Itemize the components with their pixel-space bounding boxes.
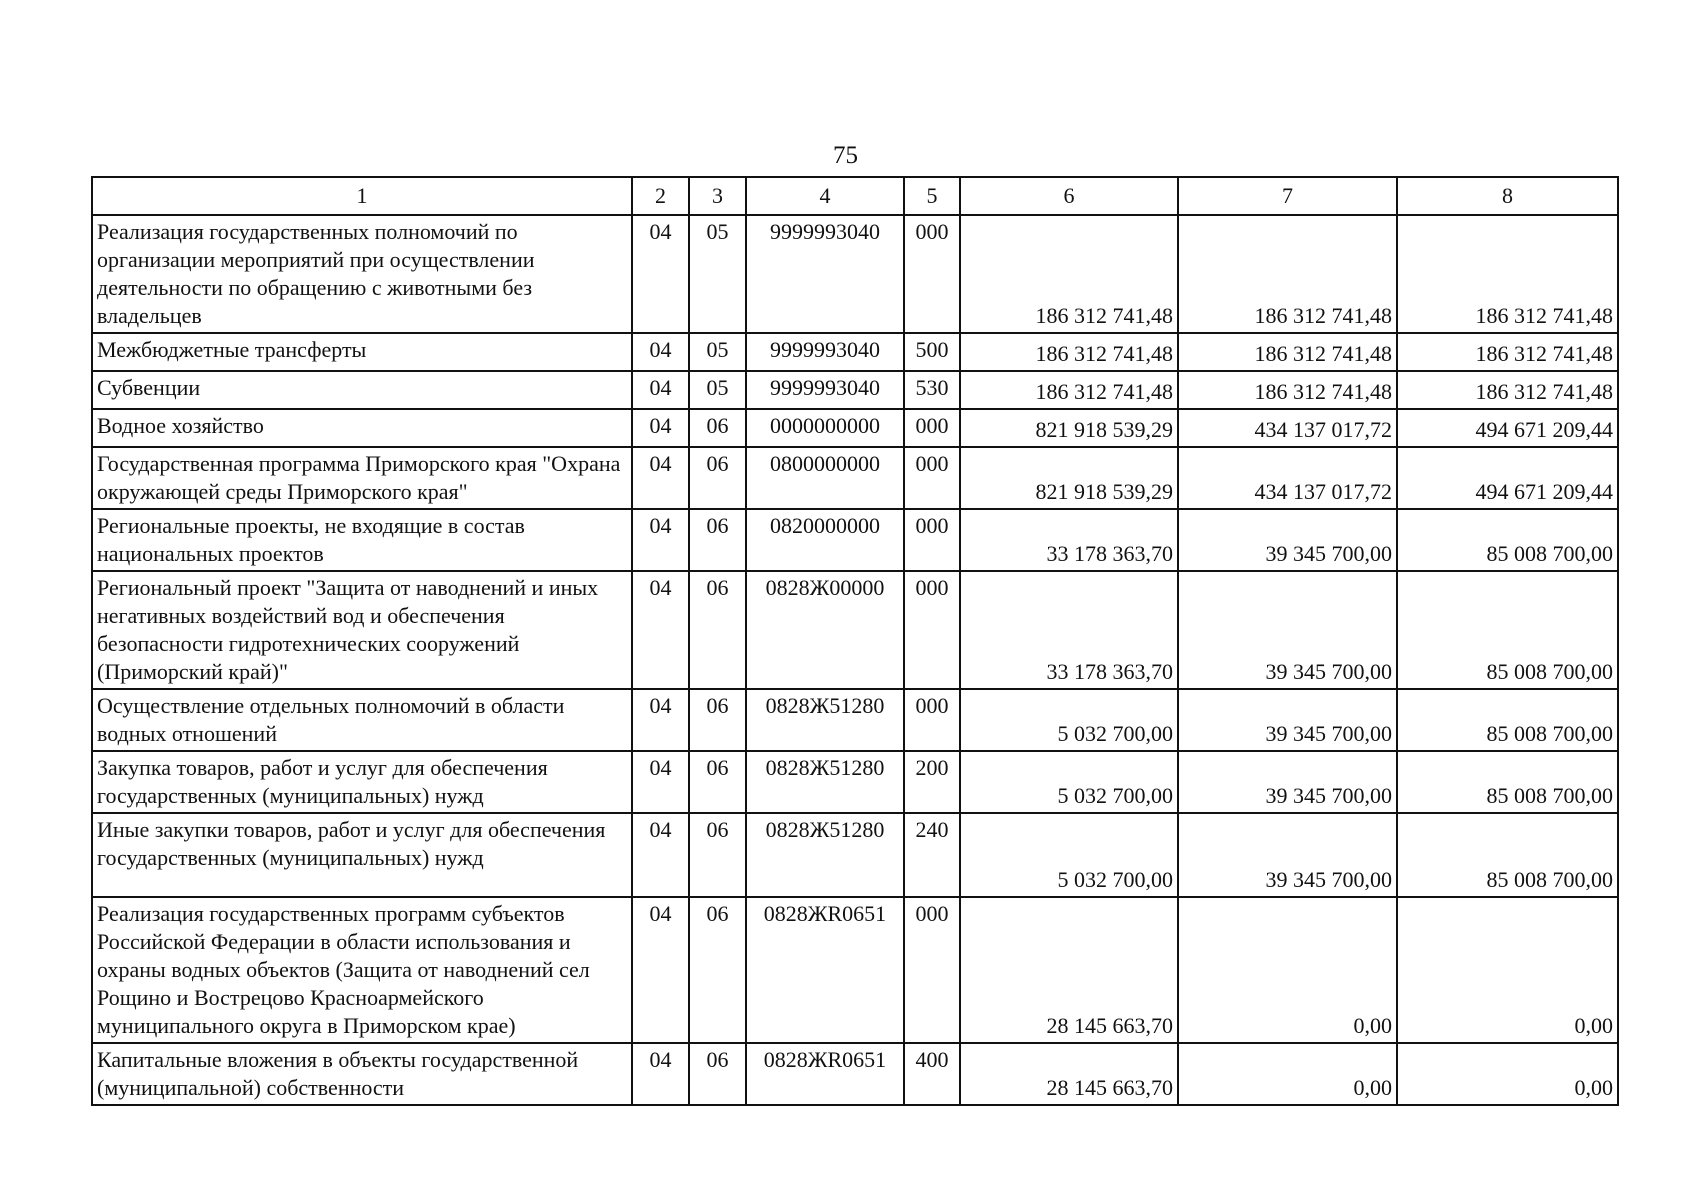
subsection-code-cell: 05: [689, 371, 746, 409]
amount-col6-cell: 5 032 700,00: [960, 751, 1178, 813]
amount-col8-cell: 0,00: [1397, 897, 1618, 1043]
subsection-code-cell: 06: [689, 409, 746, 447]
section-code-cell: 04: [632, 333, 689, 371]
amount-col6-cell: 821 918 539,29: [960, 447, 1178, 509]
target-article-cell: 9999993040: [746, 333, 904, 371]
row-name-cell: Водное хозяйство: [92, 409, 632, 447]
table-row: [92, 571, 1618, 689]
expense-type-cell: 000: [904, 571, 960, 689]
amount-col7-cell: 39 345 700,00: [1178, 751, 1397, 813]
row-name-cell: Осуществление отдельных полномочий в области водных отношений: [92, 689, 632, 751]
amount-col6-cell: 186 312 741,48: [960, 371, 1178, 409]
table-row: [92, 409, 1618, 447]
budget-table: [91, 176, 1619, 1106]
subsection-code-cell: 06: [689, 751, 746, 813]
amount-col8-cell: 494 671 209,44: [1397, 447, 1618, 509]
row-name-cell: Реализация государственных программ субъектов Российской Федерации в области использования и охраны водных объектов (Защита от наводнений сел Рощино и Вострецово Красноармейского муниципального округа в Приморском крае): [92, 897, 632, 1043]
amount-col6-cell: 5 032 700,00: [960, 813, 1178, 897]
amount-col8-cell: 85 008 700,00: [1397, 509, 1618, 571]
header-cell: 6: [960, 177, 1178, 215]
expense-type-cell: 000: [904, 409, 960, 447]
section-code-cell: 04: [632, 1043, 689, 1105]
table-row: [92, 689, 1618, 751]
section-code-cell: 04: [632, 897, 689, 1043]
section-code-cell: 04: [632, 409, 689, 447]
expense-type-cell: 000: [904, 509, 960, 571]
amount-col7-cell: 434 137 017,72: [1178, 409, 1397, 447]
amount-col8-cell: 186 312 741,48: [1397, 333, 1618, 371]
target-article-cell: 0828Ж51280: [746, 751, 904, 813]
amount-col6-cell: 33 178 363,70: [960, 571, 1178, 689]
target-article-cell: 0828Ж00000: [746, 571, 904, 689]
header-cell: 4: [746, 177, 904, 215]
row-name-cell: Капитальные вложения в объекты государственной (муниципальной) собственности: [92, 1043, 632, 1105]
section-code-cell: 04: [632, 215, 689, 333]
section-code-cell: 04: [632, 571, 689, 689]
row-name-cell: Закупка товаров, работ и услуг для обеспечения государственных (муниципальных) нужд: [92, 751, 632, 813]
header-cell: 7: [1178, 177, 1397, 215]
expense-type-cell: 500: [904, 333, 960, 371]
amount-col7-cell: 39 345 700,00: [1178, 813, 1397, 897]
table-row: [92, 1043, 1618, 1105]
target-article-cell: 0000000000: [746, 409, 904, 447]
table-row: [92, 333, 1618, 371]
amount-col6-cell: 186 312 741,48: [960, 333, 1178, 371]
subsection-code-cell: 06: [689, 571, 746, 689]
amount-col7-cell: 39 345 700,00: [1178, 509, 1397, 571]
target-article-cell: 0828Ж51280: [746, 689, 904, 751]
target-article-cell: 9999993040: [746, 371, 904, 409]
row-name-cell: Реализация государственных полномочий по организации мероприятий при осуществлении деятельности по обращению с животными без владельцев: [92, 215, 632, 333]
subsection-code-cell: 06: [689, 447, 746, 509]
amount-col6-cell: 821 918 539,29: [960, 409, 1178, 447]
subsection-code-cell: 05: [689, 333, 746, 371]
subsection-code-cell: 06: [689, 689, 746, 751]
amount-col7-cell: 186 312 741,48: [1178, 333, 1397, 371]
subsection-code-cell: 05: [689, 215, 746, 333]
row-name-cell: Региональные проекты, не входящие в состав национальных проектов: [92, 509, 632, 571]
row-name-cell: Субвенции: [92, 371, 632, 409]
amount-col8-cell: 186 312 741,48: [1397, 215, 1618, 333]
amount-col8-cell: 0,00: [1397, 1043, 1618, 1105]
amount-col7-cell: 0,00: [1178, 897, 1397, 1043]
amount-col6-cell: 28 145 663,70: [960, 897, 1178, 1043]
section-code-cell: 04: [632, 447, 689, 509]
page-number: 75: [833, 142, 858, 169]
target-article-cell: 0828ЖR0651: [746, 897, 904, 1043]
expense-type-cell: 200: [904, 751, 960, 813]
amount-col6-cell: 186 312 741,48: [960, 215, 1178, 333]
header-cell: 2: [632, 177, 689, 215]
amount-col7-cell: 434 137 017,72: [1178, 447, 1397, 509]
section-code-cell: 04: [632, 371, 689, 409]
header-cell: 5: [904, 177, 960, 215]
row-name-cell: Государственная программа Приморского края "Охрана окружающей среды Приморского края": [92, 447, 632, 509]
expense-type-cell: 000: [904, 897, 960, 1043]
amount-col6-cell: 28 145 663,70: [960, 1043, 1178, 1105]
subsection-code-cell: 06: [689, 509, 746, 571]
subsection-code-cell: 06: [689, 1043, 746, 1105]
expense-type-cell: 000: [904, 689, 960, 751]
amount-col8-cell: 85 008 700,00: [1397, 813, 1618, 897]
expense-type-cell: 400: [904, 1043, 960, 1105]
subsection-code-cell: 06: [689, 813, 746, 897]
target-article-cell: 9999993040: [746, 215, 904, 333]
table-row: [92, 215, 1618, 333]
section-code-cell: 04: [632, 813, 689, 897]
row-name-cell: Межбюджетные трансферты: [92, 333, 632, 371]
amount-col8-cell: 85 008 700,00: [1397, 751, 1618, 813]
target-article-cell: 0820000000: [746, 509, 904, 571]
header-cell: 8: [1397, 177, 1618, 215]
amount-col7-cell: 0,00: [1178, 1043, 1397, 1105]
expense-type-cell: 000: [904, 447, 960, 509]
table-row: [92, 447, 1618, 509]
amount-col6-cell: 5 032 700,00: [960, 689, 1178, 751]
expense-type-cell: 000: [904, 215, 960, 333]
target-article-cell: 0828Ж51280: [746, 813, 904, 897]
subsection-code-cell: 06: [689, 897, 746, 1043]
amount-col8-cell: 85 008 700,00: [1397, 689, 1618, 751]
header-cell: 3: [689, 177, 746, 215]
expense-type-cell: 240: [904, 813, 960, 897]
target-article-cell: 0800000000: [746, 447, 904, 509]
amount-col7-cell: 186 312 741,48: [1178, 371, 1397, 409]
table-row: [92, 509, 1618, 571]
table-row: [92, 813, 1618, 897]
expense-type-cell: 530: [904, 371, 960, 409]
table-row: [92, 751, 1618, 813]
row-name-cell: Региональный проект "Защита от наводнений и иных негативных воздействий вод и обеспечения безопасности гидротехнических сооружений (Приморский край)": [92, 571, 632, 689]
amount-col7-cell: 186 312 741,48: [1178, 215, 1397, 333]
amount-col8-cell: 186 312 741,48: [1397, 371, 1618, 409]
amount-col7-cell: 39 345 700,00: [1178, 571, 1397, 689]
amount-col8-cell: 85 008 700,00: [1397, 571, 1618, 689]
amount-col6-cell: 33 178 363,70: [960, 509, 1178, 571]
table-row: [92, 897, 1618, 1043]
section-code-cell: 04: [632, 509, 689, 571]
section-code-cell: 04: [632, 751, 689, 813]
table-row: [92, 371, 1618, 409]
target-article-cell: 0828ЖR0651: [746, 1043, 904, 1105]
amount-col8-cell: 494 671 209,44: [1397, 409, 1618, 447]
table-header-row: [92, 177, 1618, 215]
section-code-cell: 04: [632, 689, 689, 751]
amount-col7-cell: 39 345 700,00: [1178, 689, 1397, 751]
row-name-cell: Иные закупки товаров, работ и услуг для обеспечения государственных (муниципальных) нужд: [92, 813, 632, 897]
header-cell: 1: [92, 177, 632, 215]
